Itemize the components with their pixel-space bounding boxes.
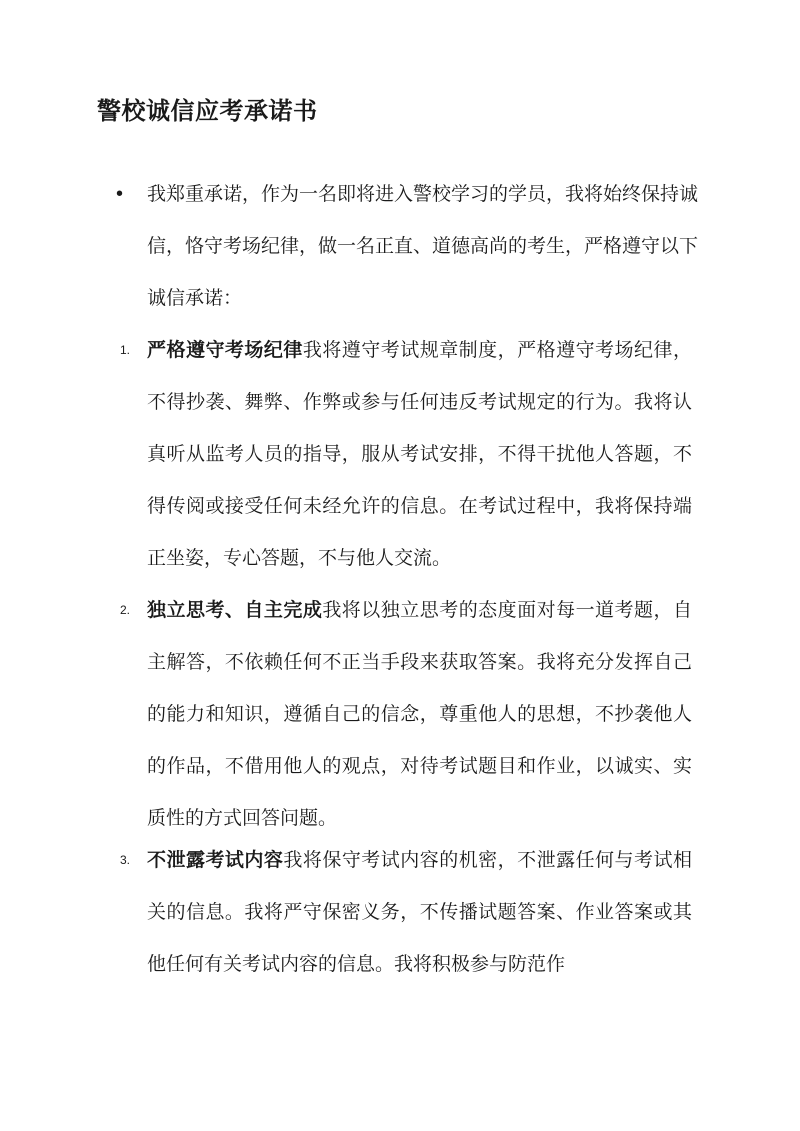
item-body: 我将保守考试内容的机密，不泄露任何与考试相关的信息。我将严守保密义务，不传播试题答案、作业答案或其他任何有关考试内容的信息。我将积极参与防范作: [147, 849, 692, 975]
item-number: 1.: [120, 343, 131, 357]
item-heading: 严格遵守考场纪律: [147, 339, 303, 361]
item-body: 我将以独立思考的态度面对每一道考题，自主解答，不依赖任何不正当手段来获取答案。我将充分发挥自己的能力和知识，遵循自己的信念，尊重他人的思想，不抄袭他人的作品，不借用他人的观点，对待考试题目和作业，以诚实、实质性的方式回答问题。: [147, 599, 692, 829]
item-heading: 独立思考、自主完成: [147, 599, 323, 621]
item-number: 3.: [120, 853, 131, 867]
item-text: [147, 834, 692, 990]
document-title: 警校诚信应考承诺书: [97, 96, 318, 125]
intro-paragraph: 我郑重承诺，作为一名即将进入警校学习的学员，我将始终保持诚信，恪守考场纪律，做一名正直、道德高尚的考生，严格遵守以下诚信承诺：: [147, 183, 699, 309]
item-number: 2.: [120, 603, 131, 617]
intro-bullet: •: [116, 183, 124, 205]
item-heading: 不泄露考试内容: [147, 849, 284, 871]
item-body: 我将遵守考试规章制度，严格遵守考场纪律，不得抄袭、舞弊、作弊或参与任何违反考试规定的行为。我将认真听从监考人员的指导，服从考试安排，不得干扰他人答题，不得传阅或接受任何未经允许的信息。在考试过程中，我将保持端正坐姿，专心答题，不与他人交流。: [147, 339, 692, 569]
item-text: [147, 584, 692, 844]
item-text: [147, 324, 692, 584]
